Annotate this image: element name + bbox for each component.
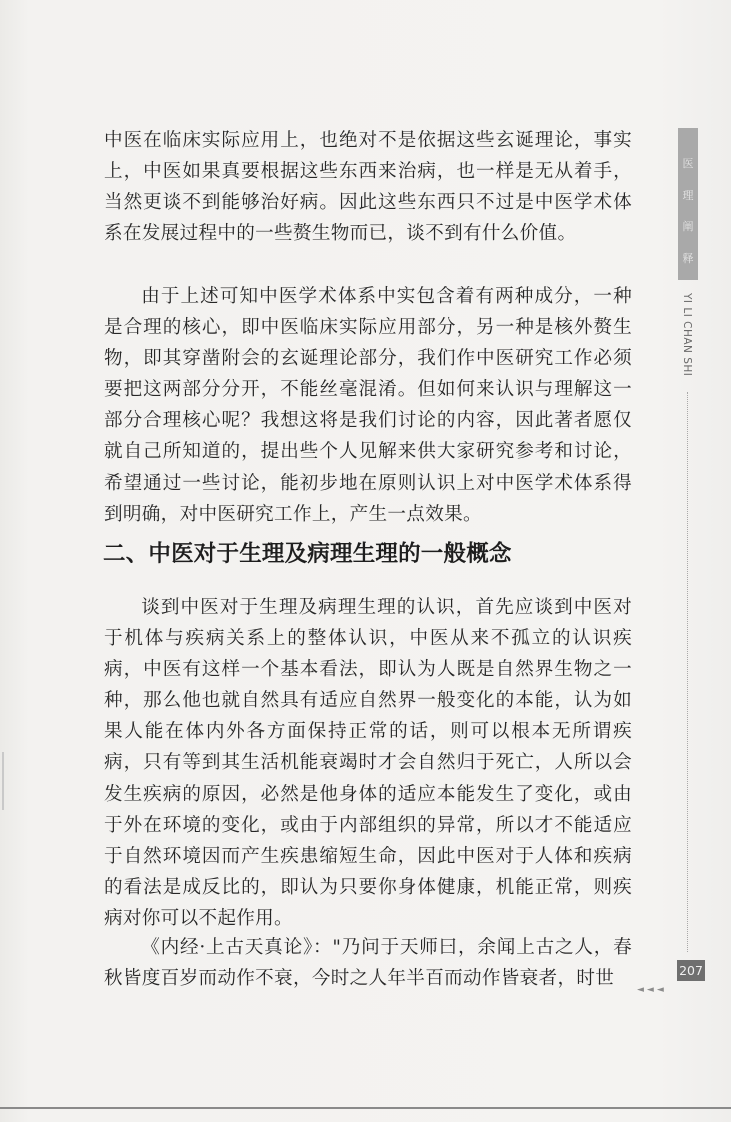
- paragraph-4: 《内经·上古天真论》："乃问于天师曰，余闻上古之人，春秋皆度百岁而动作不衰，今时之人年半百而动作皆衰者，时世: [104, 937, 632, 990]
- paragraph-1: 中医在临床实际应用上，也绝对不是依据这些玄诞理论，事实上，中医如果真要根据这些东西来治病，也一样是无从着手，当然更谈不到能够治好病。因此这些东西只不过是中医学术体系在发展过程中的一些赘生物而已，谈不到有什么价值。: [104, 130, 632, 245]
- binding-edge-mark: [2, 752, 4, 810]
- scan-bottom-edge: [0, 1107, 731, 1109]
- page-number: 207: [677, 960, 705, 981]
- chapter-tab: [678, 128, 698, 280]
- paragraph-2: 由于上述可知中医学术体系中实包含着有两种成分，一种是合理的核心，即中医临床实际应用部分，另一种是核外赘生物，即其穿凿附会的玄诞理论部分，我们作中医研究工作必须要把这两部分分开，不能丝毫混淆。但如何来认识与理解这一部分合理核心呢？我想这将是我们讨论的内容，因此著者愿仅就自己所知道的，提出些个人见解来供大家研究参考和讨论，希望通过一些讨论，能初步地在原则认识上对中医学术体系得到明确，对中医研究工作上，产生一点效果。: [104, 286, 632, 525]
- paragraph-3: 谈到中医对于生理及病理生理的认识，首先应谈到中医对于机体与疾病关系上的整体认识，中医从来不孤立的认识疾病，中医有这样一个基本看法，即认为人既是自然界生物之一种，那么他也就自然具有适应自然界一般变化的本能，认为如果人能在体内外各方面保持正常的话，则可以根本无所谓疾病，只有等到其生活机能衰竭时才会自然归于死亡，人所以会发生疾病的原因，必然是他身体的适应本能发生了变化，或由于外在环境的变化，或由于内部组织的异常，所以才不能适应于自然环境因而产生疾患缩短生命，因此中医对于人体和疾病的看法是成反比的，即认为只要你身体健康，机能正常，则疾病对你可以不起作用。: [104, 597, 632, 929]
- section-heading: 二、中医对于生理及病理生理的一般概念: [103, 541, 512, 567]
- chapter-tab-char: 阐: [682, 220, 694, 234]
- chapter-tab-char: 释: [682, 251, 694, 265]
- chapter-pinyin: YI LI CHAN SHI: [681, 293, 693, 377]
- chapter-tab-char: 理: [682, 188, 694, 202]
- margin-dotted-rule: [687, 392, 688, 952]
- arrows-icon: ◄◄◄: [637, 985, 667, 995]
- chapter-tab-char: 医: [682, 157, 694, 171]
